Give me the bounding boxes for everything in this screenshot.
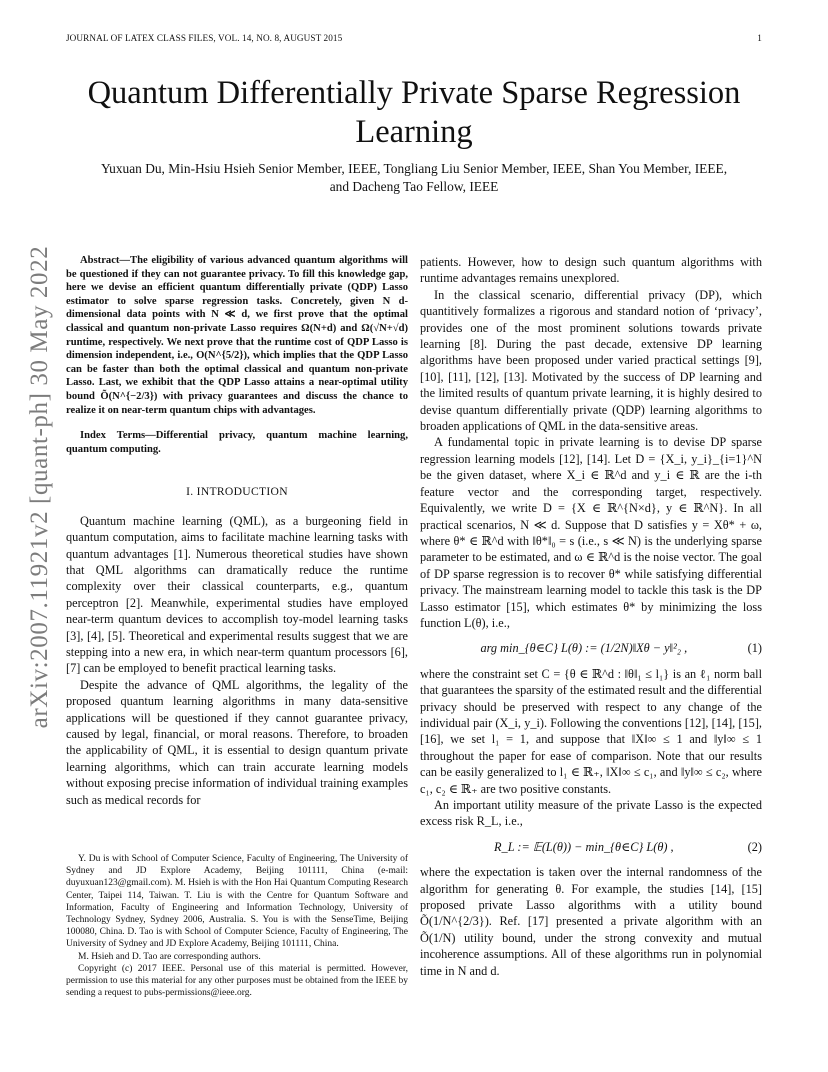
body-paragraph: where the constraint set C = {θ ∈ ℝ^d : ‖θ‖₁ ≤ l₁} is an ℓ₁ norm ball that guarantees the sparsity of the estimated result and the differential privacy should be preserved with respect to any change of the individual pair (X_i, y_i). Following the conventions [12], [14], [15], [16], we set l₁ = 1, and suppose that ‖X‖∞ ≤ 1 and ‖y‖∞ ≤ 1 throughout the paper for ease of comparison. Note that our results can be easily generalized to l₁ ∈ ℝ₊, ‖X‖∞ ≤ c₁, and ‖y‖∞ ≤ c₂, where c₁, c₂ ∈ ℝ₊ are two positive constants. — [420, 666, 762, 796]
footnote-affiliations: Y. Du is with School of Computer Science, Faculty of Engineering, The University of Sydney and JD Explore Academy, Beijing 101111, China (e-mail: duyuxuan123@gmail.com). M. Hsieh is with the Hon Hai Quantum Computing Research Center, Taipei 114, Taiwan. T. Liu is with the Centre for Quantum Software and Information, Faculty of Engineering and Information Technology, University of Technology Sydney, Sydney 2006, Australia. S. You is with the SenseTime, Beijing 100080, China. D. Tao is with School of Computer Science, Faculty of Engineering, The University of Sydney and JD Explore Academy, Beijing 101111, China. — [66, 854, 408, 950]
footnotes — [66, 853, 408, 999]
arxiv-identifier: arXiv:2007.11921v2 [quant-ph] 30 May 2022 — [26, 245, 53, 729]
equation-number: (2) — [747, 839, 762, 854]
left-column — [66, 254, 408, 808]
author-list: Yuxuan Du, Min-Hsiu Hsieh Senior Member, IEEE, Tongliang Liu Senior Member, IEEE, Shan You Member, IEEE, and Dacheng Tao Fellow, IEEE — [100, 161, 728, 194]
equation-body: R_L := 𝔼(L(θ)) − min_{θ∈C} L(θ) , — [494, 839, 674, 854]
intro-paragraph: Despite the advance of QML algorithms, the legality of the proposed quantum learning algorithms in many data-sensitive applications will be questioned if they cannot guarantee privacy, caused by legal, financial, or moral reasons. Therefore, to broaden the applicability of QML, it is essential to design quantum private learning algorithms, which can train accurate learning models without exposing precise information of individual training examples such as medical records for — [66, 677, 408, 807]
running-header — [66, 33, 762, 43]
right-column — [420, 254, 762, 979]
body-paragraph: An important utility measure of the private Lasso is the expected excess risk R_L, i.e., — [420, 798, 762, 829]
equation-2 — [420, 839, 762, 855]
equation-body: arg min_{θ∈C} L(θ) := (1/2N)‖Xθ − y‖²₂ , — [480, 641, 688, 656]
arxiv-stamp — [10, 245, 70, 729]
body-paragraph: In the classical scenario, differential privacy (DP), which quantitively formalizes a rigorous and standard notion of ‘privacy’, provides one of the most prominent solutions towards private learning [8]. During the past decade, extensive DP learning algorithms have been proposed under varied practical settings [9], [10], [11], [12], [13]. Motivated by the success of DP learning and the limited results of quantum private learning, it is highly desired to devise quantum differentially private (QDP) learning algorithms to broaden applications of QML in the data-sensitive areas. — [420, 287, 762, 434]
intro-paragraph: Quantum machine learning (QML), as a burgeoning field in quantum computation, aims to facilitate machine learning tasks with quantum advantages [1]. Numerous theoretical studies have shown that QML algorithms can dramatically reduce the runtime complexity over their classical counterparts, e.g., quantum perceptron [2]. Meanwhile, experimental studies have employed near-term quantum devices to accomplish toy-model learning tasks [3], [4], [5]. Theoretical and experimental results suggest that we are stepping into a new era, in which near-term quantum processors [6], [7] can be employed to benefit practical learning tasks. — [66, 513, 408, 676]
index-terms: Index Terms—Differential privacy, quantum machine learning, quantum computing. — [66, 430, 408, 455]
journal-name: JOURNAL OF LATEX CLASS FILES, VOL. 14, NO. 8, AUGUST 2015 — [66, 33, 343, 43]
body-paragraph: A fundamental topic in private learning is to devise DP sparse regression learning models [12], [14]. Let D = {X_i, y_i}_{i=1}^N be the given dataset, where X_i ∈ ℝ^d and y_i ∈ ℝ are the i-th feature vector and the corresponding target, respectively. Equivalently, we write D = {X ∈ ℝ^{N×d}, y ∈ ℝ^N}. In all practical scenarios, N ≪ d. Suppose that D satisfies y = Xθ* + ω, where θ* ∈ ℝ^d with ‖θ*‖₀ = s (i.e., s ≪ N) is the underlying sparse parameter to be estimated, and ω ∈ ℝ^d is the noise vector. The goal of DP sparse regression is to recover θ* while satisfying differential privacy. The mainstream learning model to tackle this task is the DP Lasso estimator [15], which estimates θ* by minimizing the loss function L(θ), i.e., — [420, 435, 762, 630]
equation-number: (1) — [747, 641, 762, 656]
footnote-corresponding: M. Hsieh and D. Tao are corresponding authors. — [78, 951, 261, 962]
footnote-copyright: Copyright (c) 2017 IEEE. Personal use of this material is permitted. However, permission to use this material for any other purposes must be obtained from the IEEE by sending a request to pubs-permissions@ieee.org. — [66, 963, 408, 999]
body-paragraph: where the expectation is taken over the internal randomness of the algorithm for generating θ. For example, the studies [14], [15] proposed private Lasso algorithms with a utility bound Õ(1/N^{2/3}). Ref. [17] presented a private algorithm with an Õ(1/N) utility bound, under the strong convexity and mutual incoherence assumptions. All of these algorithms run in polynomial time in N and d. — [420, 865, 762, 978]
paper-title: Quantum Differentially Private Sparse Regression Learning — [87, 75, 741, 150]
abstract: Abstract—The eligibility of various advanced quantum algorithms will be questioned if they can not guarantee privacy. To fill this knowledge gap, here we devise an efficient quantum differentially private (QDP) Lasso estimator to solve sparse regression tasks. Concretely, given N d-dimensional data points with N ≪ d, we first prove that the optimal classical and quantum non-private Lasso requires Ω(N+d) and Ω(√N+√d) runtime, respectively. We next prove that the runtime cost of QDP Lasso is dimension independent, i.e., O(N^{5/2}), which implies that the QDP Lasso can be faster than both the optimal classical and quantum non-private Lasso. Last, we exhibit that the QDP Lasso attains a near-optimal utility bound Õ(N^{−2/3}) with privacy guarantees and discuss the chance to realize it on near-term quantum chips with advantages. — [66, 255, 408, 416]
section-heading: I. INTRODUCTION — [186, 485, 288, 499]
equation-1 — [420, 640, 762, 656]
page-number: 1 — [757, 33, 762, 43]
body-paragraph: patients. However, how to design such quantum algorithms with runtime advantages remains unexplored. — [420, 255, 762, 286]
